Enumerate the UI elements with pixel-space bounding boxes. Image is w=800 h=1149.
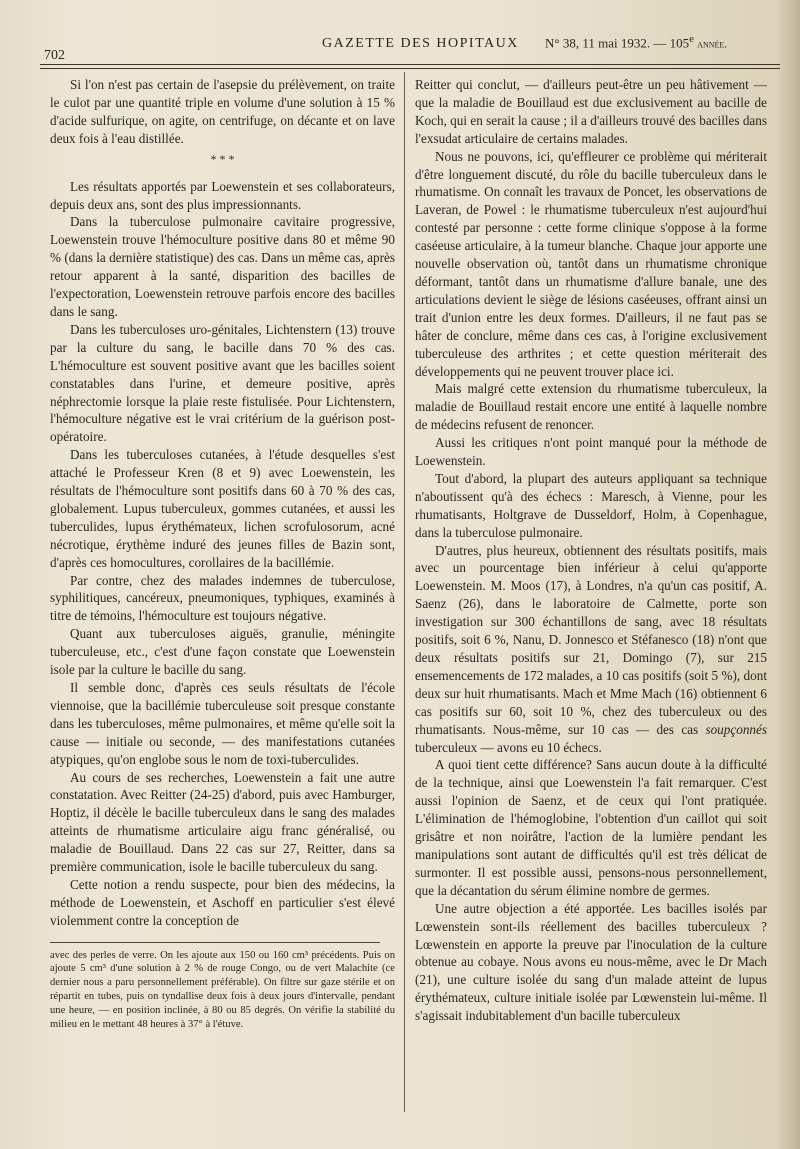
footnote: avec des perles de verre. On les ajoute aux 150 ou 160 cm³ précédents. Puis on ajoute 5 cm³ d'une solution à 2 % de rouge Congo, ou de vert Malachite (ce dernier nous a paru personnellement préférable). On filtre sur gaze stérile et on répartit en tubes, puis on tyndallise deux fois à deux jours d'intervalle, pendant une heure, — en position inclinée, à 80 ou 85 degrés. On vérifie la stabilité du milieu en le mettant 48 heures à 37° à l'étuve. [50,949,395,1030]
paragraph-text: tuberculeux — avons eu 10 échecs. [415,739,602,755]
paragraph: Tout d'abord, la plupart des auteurs appliquant sa technique n'aboutissent qu'à des échecs : Maresch, à Vienne, pour les rhumatisants, Holtgrave de Dusseldorf, Holm, à Copenhague, dans la tuberculose pulmonaire. [415,470,767,540]
issue-number-date: N° 38, 11 mai 1932. — 105 [545,35,690,51]
paragraph: Aussi les critiques n'ont point manqué pour la méthode de Loewenstein. [415,435,767,469]
paragraph: Au cours de ses recherches, Loewenstein a fait une autre constatation. Avec Reitter (24-25) d'abord, puis avec Hamburger, Hoptiz, il décèle le bacille tuberculeux dans le sang des malades atteints de rhumatisme articulaire aigu franc généralisé, ou maladie de Bouillaud. Dans 22 cas sur 27, Reitter, dans sa première communication, isole le bacille tuberculeux du sang. [50,769,395,875]
paragraph: Dans les tuberculoses cutanées, à l'étude desquelles s'est attaché le Professeur Kren (8 et 9) avec Loewenstein, les résultats de l'hémoculture sont positifs dans 60 à 70 % des cas, globalement. Lupus tuberculeux, gommes cutanées, et aussi les tuberculides, lupus érythémateux, lichen scrofulosorum, acné nécrotique, érythème induré des jeunes filles de Bazin sont, d'après ces homocultures, corollaires de la bacillémie. [50,447,395,570]
journal-title: GAZETTE DES HOPITAUX [322,36,519,51]
paragraph-text: D'autres, plus heureux, obtiennent des résultats positifs, mais avec un pourcentage bien inférieur à celui qu'apporte Loewenstein. M. Moos (17), à Londres, n'a qu'un cas positif, A. Saenz (26), dans le laboratoire de Calmette, porte son investigation sur 300 échantillons de sang, avec 18 résultats positifs, soit 6 %, Nanu, D. Jonnesco et Stéfanesco (18) n'ont que deux résultats positifs sur 21, Domingo (7), sur 215 ensemencements de 172 malades, a 10 cas positifs (soit 5 %), dont deux sur huit rhumatisants. Mach et Mme Mach (16) obtiennent 6 cas positifs sur 60, soit 10 %, chez des tuberculeux ou des rhumatisants. Nous-même, sur 10 cas — des cas [415,542,767,737]
page-header [40,30,780,63]
issue-suffix: année. [697,38,728,51]
paragraph: Cette notion a rendu suspecte, pour bien des médecins, la méthode de Loewenstein, et Aschoff en particulier s'est élevé violemment contre la conception de [50,876,395,928]
paragraph: Mais malgré cette extension du rhumatisme tuberculeux, la maladie de Bouillaud restait encore une entité à laquelle nombre de médecins refusent de renoncer. [415,381,767,433]
paragraph: Reitter qui conclut, — d'ailleurs peut-être un peu hâtivement — que la maladie de Bouillaud est due exclusivement au bacille de Koch, qui en serait la cause ; il a d'ailleurs trouvé des bacilles dans l'exsudat articulaire de certains malades. [415,77,767,146]
column-divider [404,72,405,1112]
paragraph: Une autre objection a été apportée. Les bacilles isolés par Lœwenstein sont-ils réellement des bacilles tuberculeux ? Lœwenstein en apporte la preuve par l'inoculation de la culture obtenue au cobaye. Nous avons eu nous-même, avec le Dr Mach (21), une culture isolée du sang d'un malade atteint de lupus érythémateux, culture initiale isolée par Lœwenstein lui-même. Il s'agissait indubitablement d'un bacille tuberculeux [415,900,767,1024]
section-separator: * * * [210,151,235,166]
paragraph [415,542,767,757]
paragraph: Il semble donc, d'après ces seuls résultats de l'école viennoise, que la bacillémie tuberculeuse soit presque constante dans les tuberculoses, même pulmonaires, et même qu'elle soit la cause — initiale ou seconde, — des manifestations cutanées atypiques, qu'on englobe sous le nom de toxi-tuberculides. [50,680,395,767]
header-rule-top [40,64,780,65]
emphasis-text: soupçonnés [705,721,767,737]
left-column [50,76,395,1031]
right-column [415,76,767,1025]
footnote-rule [50,942,380,943]
issue-line [545,33,727,51]
paragraph: Quant aux tuberculoses aiguës, granulie, méningite tuberculeuse, etc., c'est d'une façon constate que Loewenstein isole par la culture le bacille du sang. [50,626,395,678]
paragraph: A quoi tient cette différence? Sans aucun doute à la difficulté de la technique, ainsi que Loewenstein l'a fait remarquer. C'est aussi l'opinion de Saenz, et de ceux qui l'ont pratiquée. L'élimination de l'hémoglobine, l'obtention d'un caillot qui soit grisâtre et non noirâtre, l'action de la lumière pendant les manipulations sont autant de difficultés qu'il est très délicat de surmonter. Il est possible aussi, pensons-nous personnellement, que la décantation du sérum élimine nombre de germes. [415,757,767,898]
header-rule-bottom [40,68,780,69]
paragraph: Si l'on n'est pas certain de l'asepsie du prélèvement, on traite le culot par une quantité triple en volume d'une solution à 15 % d'acide sulfurique, on agite, on centrifuge, on décante et on lave deux fois à l'eau distillée. [50,77,395,146]
paragraph: Par contre, chez des malades indemnes de tuberculose, syphilitiques, cancéreux, pneumoniques, typhiques, examinés à titre de témoins, l'hémoculture est toujours négative. [50,572,395,624]
paragraph: Dans la tuberculose pulmonaire cavitaire progressive, Loewenstein trouve l'hémoculture positive dans 80 et même 90 % (dans la dernière statistique) des cas. Dans un même cas, après retour apparent à la santé, disparition des bacilles de l'expectoration, Loewenstein retrouve parfois encore des bacilles dans le sang. [50,214,395,319]
issue-superscript: e [689,33,694,45]
page-number: 702 [44,48,65,63]
paragraph: Nous ne pouvons, ici, qu'effleurer ce problème qui mériterait d'être longuement discuté, du rôle du bacille tuberculeux dans le rhumatisme. On connaît les travaux de Poncet, les observations de Laveran, de Powel : le rhumatisme tuberculeux n'est aujourd'hui contesté par personne : cette forme clinique s'oppose à la forme caséeuse articulaire, à la tumeur blanche. Chaque jour apporte une nouvelle observation où, tantôt dans un rhumatisme chronique déformant, tantôt dans un rhumatisme d'allure banale, une des articulations devient le siège de lésions caséeuses, offrant ainsi un trait d'union entre les deux formes. D'ailleurs, il ne faut pas se hâter de conclure, même dans ces cas, à l'origine exclusivement tuberculeuse des arthrites ; et cette question mériterait des développements qui ne peuvent trouver place ici. [415,148,767,379]
paragraph: Les résultats apportés par Loewenstein et ses collaborateurs, depuis deux ans, sont des plus impressionnants. [50,178,395,212]
paragraph: Dans les tuberculoses uro-génitales, Lichtenstern (13) trouve par la culture du sang, le bacille dans 70 % des cas. L'hémoculture est souvent positive avant que les bacilles soient constatables dans l'urine, et demeure positive, après néphrectomie lorsque la plaie reste fistulisée. Pour Lichtenstern, l'hémoculture négative est le vrai critérium de la guérison post-opératoire. [50,321,395,445]
